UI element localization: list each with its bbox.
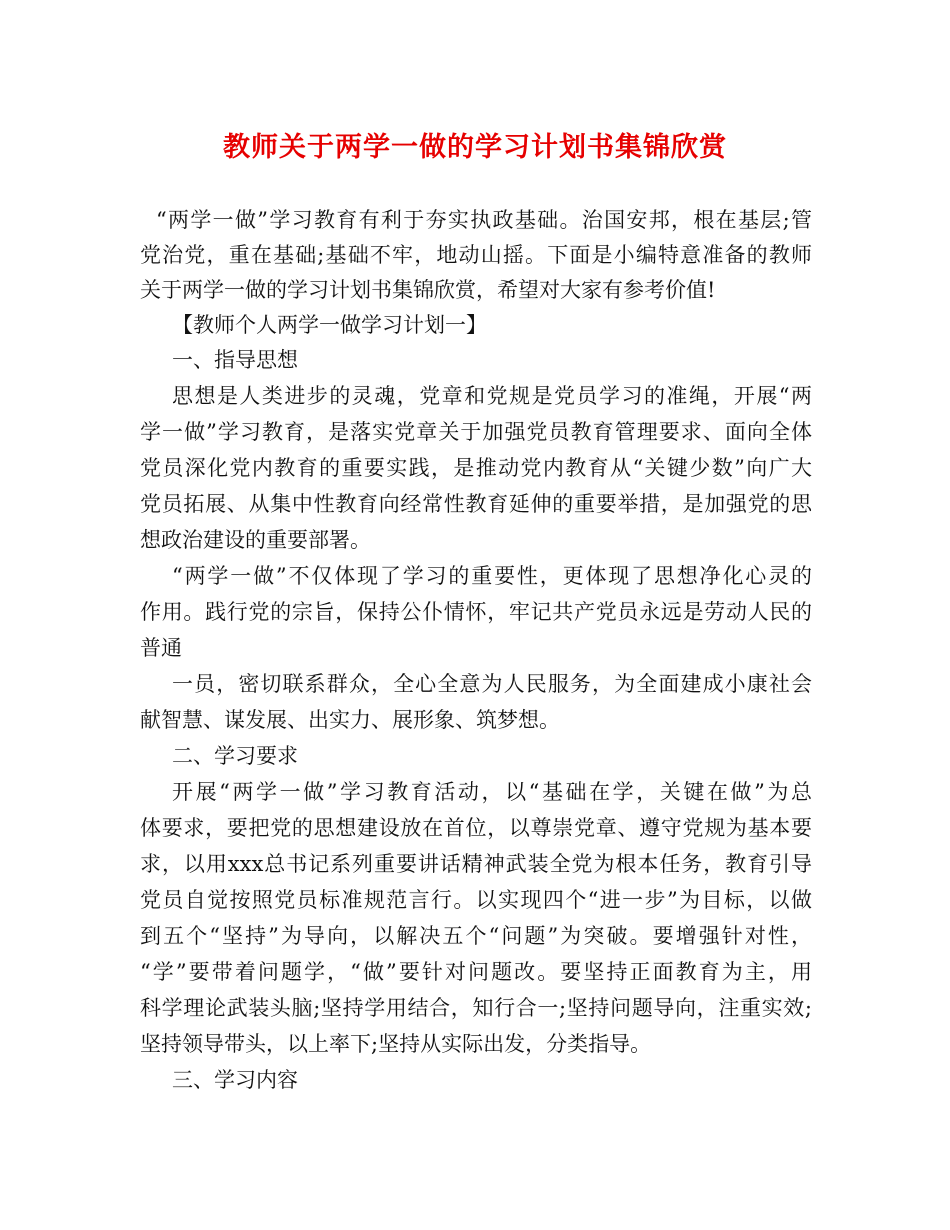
paragraph-line: 坚持领导带头，以上率下;坚持从实际出发，分类指导。 bbox=[140, 1032, 652, 1056]
paragraph-line: 科学理论武装头脑;坚持学用结合，知行合一;坚持问题导向，注重实效; bbox=[140, 996, 812, 1020]
paragraph-line: 思想是人类进步的灵魂，党章和党规是党员学习的准绳，开展“两 bbox=[172, 384, 812, 408]
paragraph-line: 关于两学一做的学习计划书集锦欣赏，希望对大家有参考价值! bbox=[140, 278, 716, 302]
document-title: 教师关于两学一做的学习计划书集锦欣赏 bbox=[223, 132, 727, 163]
paragraph-line: 献智慧、谋发展、出实力、展形象、筑梦想。 bbox=[140, 708, 560, 732]
paragraph-line: 求，以用xxx总书记系列重要讲话精神武装全党为根本任务，教育引导 bbox=[140, 852, 812, 876]
paragraph-line: 作用。践行党的宗旨，保持公仆情怀，牢记共产党员永远是劳动人民的 bbox=[140, 600, 812, 624]
paragraph-line: 体要求，要把党的思想建设放在首位，以尊崇党章、遵守党规为基本要 bbox=[140, 816, 812, 840]
paragraph-line: 党员深化党内教育的重要实践，是推动党内教育从“关键少数”向广大 bbox=[140, 456, 812, 480]
section-heading: 三、学习内容 bbox=[172, 1068, 298, 1092]
section-heading: 二、学习要求 bbox=[172, 744, 298, 768]
paragraph-line: “学”要带着问题学，“做”要针对问题改。要坚持正面教育为主，用 bbox=[140, 960, 812, 984]
paragraph-line: 党员拓展、从集中性教育向经常性教育延伸的重要举措，是加强党的思 bbox=[140, 492, 812, 516]
paragraph-line: 普通 bbox=[140, 636, 182, 660]
paragraph-line: 党员自觉按照党员标准规范言行。以实现四个“进一步”为目标，以做 bbox=[140, 888, 812, 912]
paragraph-line: 开展“两学一做”学习教育活动，以“基础在学，关键在做”为总 bbox=[172, 780, 812, 804]
paragraph-line: 学一做”学习教育，是落实党章关于加强党员教育管理要求、面向全体 bbox=[140, 420, 812, 444]
paragraph-line: 到五个“坚持”为导向，以解决五个“问题”为突破。要增强针对性， bbox=[140, 924, 812, 948]
paragraph-line: 想政治建设的重要部署。 bbox=[140, 528, 371, 552]
paragraph-line: “两学一做”不仅体现了学习的重要性，更体现了思想净化心灵的 bbox=[172, 564, 812, 588]
paragraph-line: “两学一做”学习教育有利于夯实执政基础。治国安邦，根在基层;管 bbox=[156, 208, 812, 232]
paragraph-line: 党治党，重在基础;基础不牢，地动山摇。下面是小编特意准备的教师 bbox=[140, 243, 812, 267]
paragraph-line: 一员，密切联系群众，全心全意为人民服务，为全面建成小康社会 bbox=[172, 672, 812, 696]
section-heading: 【教师个人两学一做学习计划一】 bbox=[172, 313, 487, 337]
section-heading: 一、指导思想 bbox=[172, 348, 298, 372]
